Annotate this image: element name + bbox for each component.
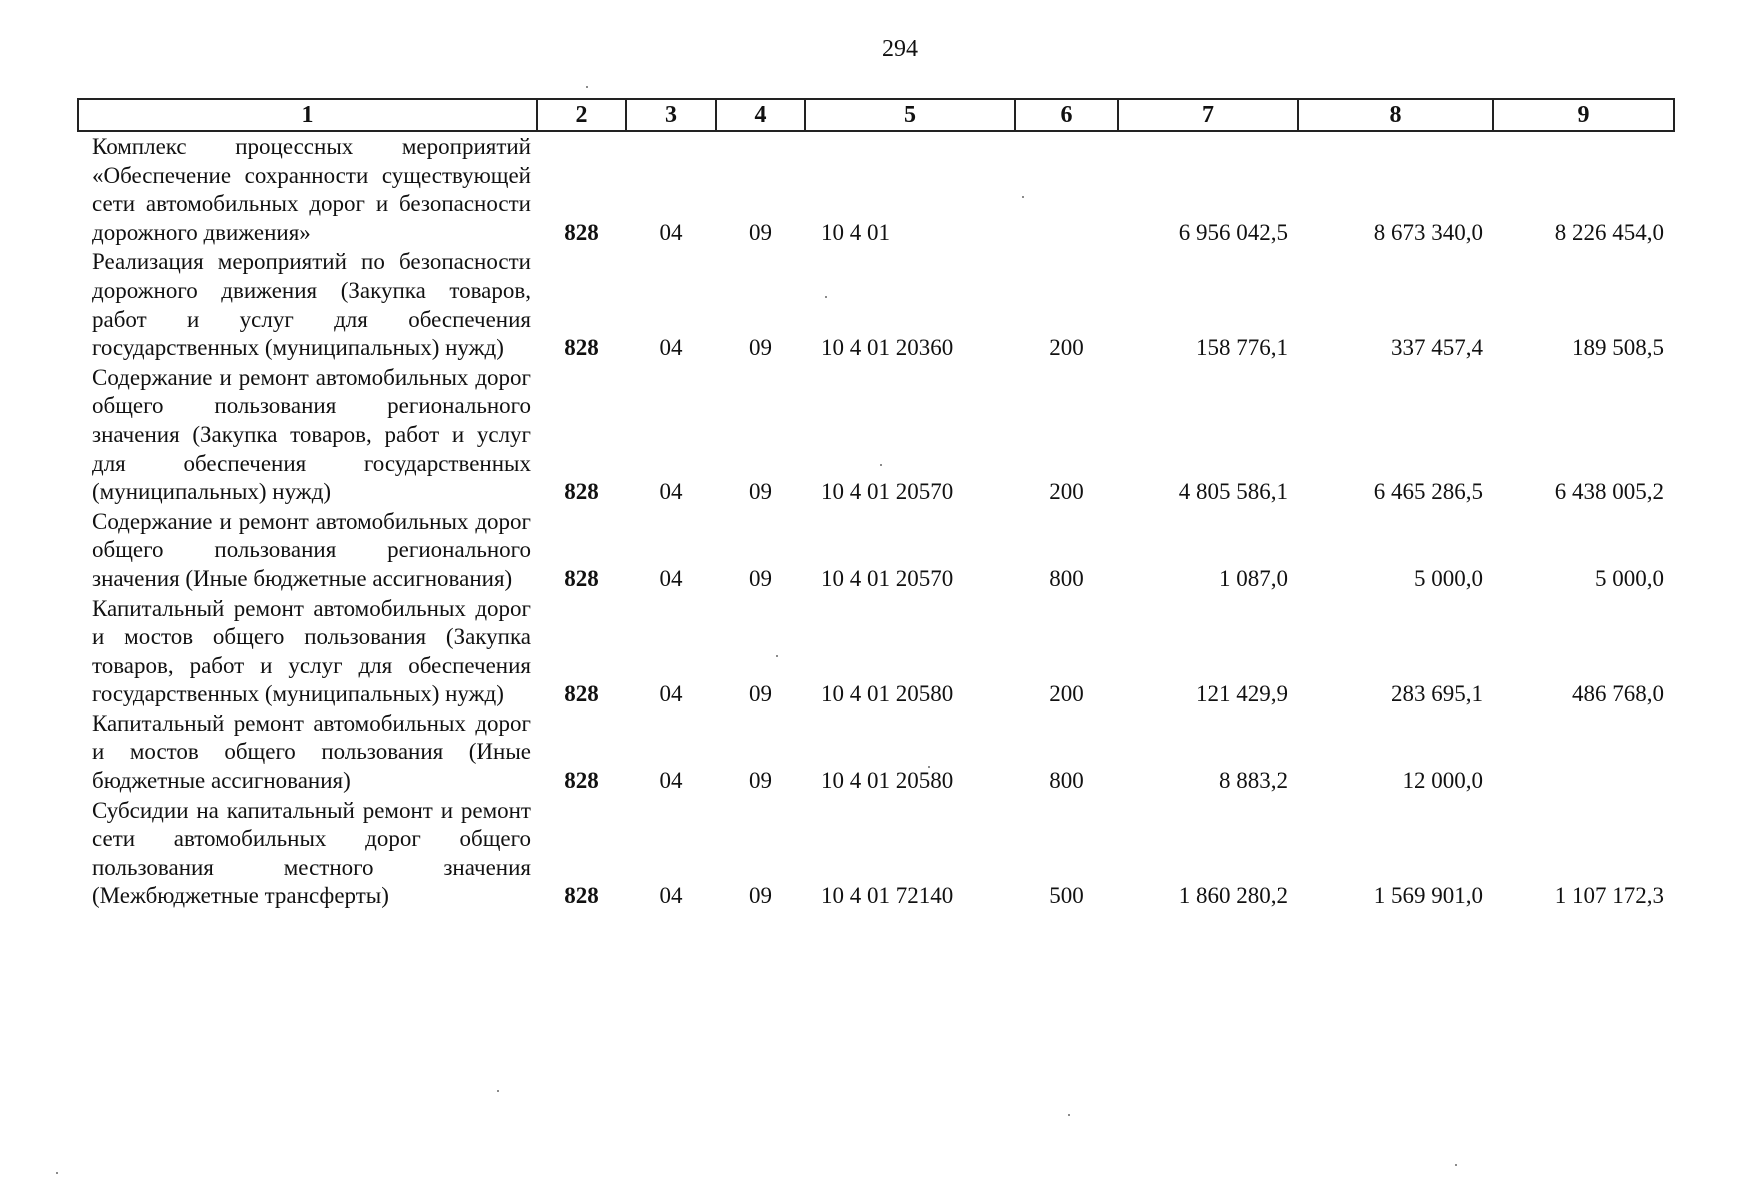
expense-type-code: 500 bbox=[1049, 883, 1084, 909]
amount-col-8: 6 465 286,5 bbox=[1373, 479, 1483, 505]
target-item-code: 10 4 01 20580 bbox=[821, 681, 954, 707]
subsection-code: 09 bbox=[749, 219, 772, 245]
amount-col-8: 8 673 340,0 bbox=[1373, 219, 1483, 245]
header-col-2: 2 bbox=[537, 99, 626, 131]
expense-type-code bbox=[1015, 131, 1118, 247]
section-code: 04 bbox=[659, 565, 683, 591]
table-row bbox=[78, 131, 1674, 247]
row-description: Содержание и ремонт автомобильных дорог общего пользования регионального значения (Закупка товаров, работ и услуг для обеспечения государственных (муниципальных) нужд) bbox=[92, 364, 531, 505]
ministry-code: 828 bbox=[564, 681, 599, 707]
scan-speck bbox=[586, 86, 588, 88]
amount-col-8: 5 000,0 bbox=[1414, 565, 1483, 591]
row-description: Реализация мероприятий по безопасности дорожного движения (Закупка товаров, работ и услуг для обеспечения государственных (муниципальных) нужд) bbox=[92, 249, 531, 361]
scan-speck bbox=[776, 655, 778, 657]
amount-col-9: 5 000,0 bbox=[1595, 565, 1664, 591]
subsection-code: 09 bbox=[749, 883, 772, 909]
amount-col-7: 1 860 280,2 bbox=[1178, 883, 1288, 909]
ministry-code: 828 bbox=[564, 768, 599, 794]
subsection-code: 09 bbox=[749, 565, 772, 591]
table-row bbox=[78, 363, 1674, 507]
scan-speck bbox=[497, 1090, 499, 1092]
budget-table bbox=[77, 98, 1675, 911]
expense-type-code: 800 bbox=[1049, 565, 1084, 591]
scan-speck bbox=[880, 464, 882, 466]
row-description: Капитальный ремонт автомобильных дорог и мостов общего пользования (Иные бюджетные ассигнования) bbox=[92, 710, 531, 794]
amount-col-7: 4 805 586,1 bbox=[1178, 479, 1288, 505]
row-description: Субсидии на капитальный ремонт и ремонт сети автомобильных дорог общего пользования местного значения (Межбюджетные трансферты) bbox=[92, 797, 531, 909]
header-col-4: 4 bbox=[716, 99, 805, 131]
ministry-code: 828 bbox=[564, 335, 599, 361]
amount-col-9: 189 508,5 bbox=[1572, 335, 1664, 361]
amount-col-7: 6 956 042,5 bbox=[1178, 219, 1288, 245]
amount-col-7: 158 776,1 bbox=[1196, 335, 1288, 361]
header-col-6: 6 bbox=[1015, 99, 1118, 131]
table-row bbox=[78, 796, 1674, 911]
amount-col-9: 6 438 005,2 bbox=[1554, 479, 1664, 505]
amount-col-9: 8 226 454,0 bbox=[1554, 219, 1664, 245]
amount-col-7: 1 087,0 bbox=[1219, 565, 1288, 591]
amount-col-7: 121 429,9 bbox=[1196, 681, 1288, 707]
row-description: Содержание и ремонт автомобильных дорог общего пользования регионального значения (Иные бюджетные ассигнования) bbox=[92, 508, 531, 591]
section-code: 04 bbox=[659, 479, 683, 505]
amount-col-8: 283 695,1 bbox=[1391, 681, 1483, 707]
amount-col-8: 12 000,0 bbox=[1402, 768, 1483, 794]
section-code: 04 bbox=[659, 219, 683, 245]
header-col-7: 7 bbox=[1118, 99, 1298, 131]
ministry-code: 828 bbox=[564, 479, 599, 505]
subsection-code: 09 bbox=[749, 768, 772, 794]
header-col-8: 8 bbox=[1298, 99, 1493, 131]
amount-col-9: 486 768,0 bbox=[1572, 681, 1664, 707]
target-item-code: 10 4 01 20570 bbox=[821, 565, 954, 591]
table-row bbox=[78, 709, 1674, 796]
subsection-code: 09 bbox=[749, 335, 772, 361]
ministry-code: 828 bbox=[564, 565, 599, 591]
scan-speck bbox=[1455, 1164, 1457, 1166]
section-code: 04 bbox=[659, 768, 683, 794]
header-col-1: 1 bbox=[78, 99, 537, 131]
subsection-code: 09 bbox=[749, 681, 772, 707]
header-col-5: 5 bbox=[805, 99, 1015, 131]
target-item-code: 10 4 01 bbox=[821, 219, 890, 245]
header-row bbox=[78, 99, 1674, 131]
table-row bbox=[78, 594, 1674, 709]
subsection-code: 09 bbox=[749, 479, 772, 505]
amount-col-7: 8 883,2 bbox=[1219, 768, 1288, 794]
section-code: 04 bbox=[659, 883, 683, 909]
scan-speck bbox=[928, 766, 930, 768]
scan-speck bbox=[56, 1172, 58, 1174]
row-description: Капитальный ремонт автомобильных дорог и мостов общего пользования (Закупка товаров, работ и услуг для обеспечения государственных (муниципальных) нужд) bbox=[92, 595, 531, 707]
table-row bbox=[78, 247, 1674, 362]
target-item-code: 10 4 01 72140 bbox=[821, 883, 954, 909]
target-item-code: 10 4 01 20360 bbox=[821, 335, 954, 361]
scan-speck bbox=[1068, 1114, 1070, 1116]
header-col-9: 9 bbox=[1493, 99, 1674, 131]
amount-col-8: 1 569 901,0 bbox=[1373, 883, 1483, 909]
scan-speck bbox=[1022, 196, 1024, 198]
expense-type-code: 200 bbox=[1049, 681, 1084, 707]
amount-col-8: 337 457,4 bbox=[1391, 335, 1483, 361]
amount-col-9 bbox=[1493, 709, 1674, 796]
header-col-3: 3 bbox=[626, 99, 716, 131]
ministry-code: 828 bbox=[564, 219, 599, 245]
section-code: 04 bbox=[659, 681, 683, 707]
expense-type-code: 800 bbox=[1049, 768, 1084, 794]
amount-col-9: 1 107 172,3 bbox=[1554, 883, 1664, 909]
row-description: Комплекс процессных мероприятий «Обеспечение сохранности существующей сети автомобильных дорог и безопасности дорожного движения» bbox=[92, 134, 531, 245]
expense-type-code: 200 bbox=[1049, 479, 1084, 505]
table-row bbox=[78, 507, 1674, 594]
scan-speck bbox=[825, 296, 827, 298]
target-item-code: 10 4 01 20570 bbox=[821, 479, 954, 505]
ministry-code: 828 bbox=[564, 883, 599, 909]
expense-type-code: 200 bbox=[1049, 335, 1084, 361]
page-number: 294 bbox=[882, 36, 918, 62]
section-code: 04 bbox=[659, 335, 683, 361]
target-item-code: 10 4 01 20580 bbox=[821, 768, 954, 794]
